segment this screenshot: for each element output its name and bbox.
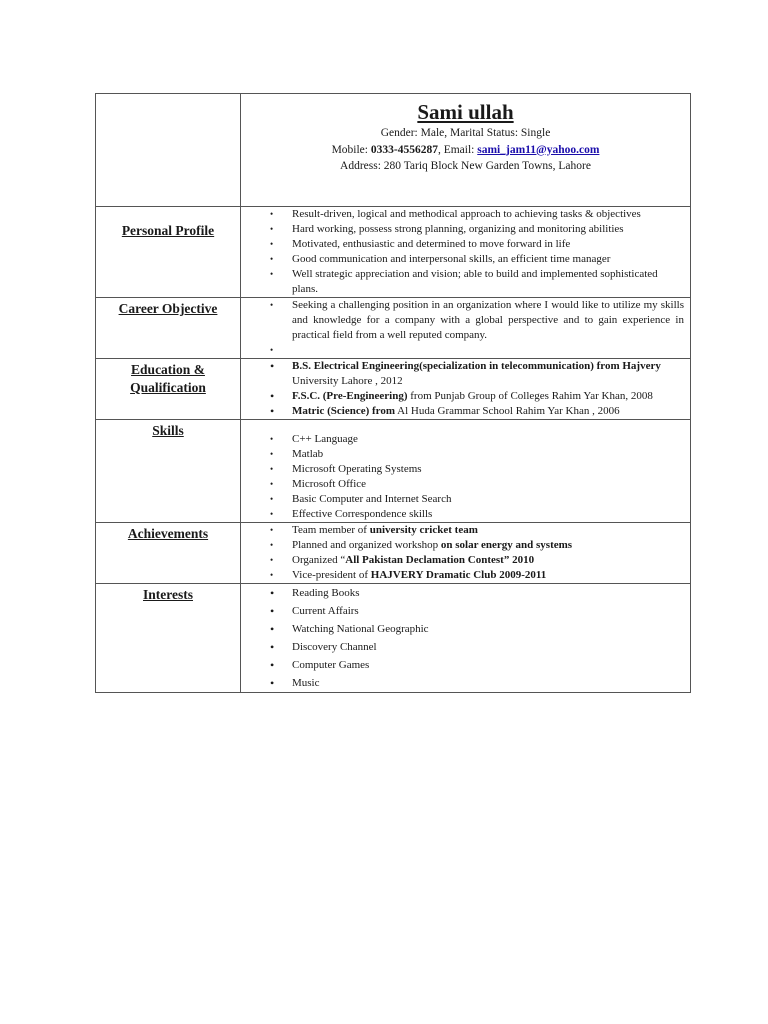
header-row xyxy=(96,94,691,207)
career-objective-content xyxy=(241,298,691,359)
achievement-highlight: on solar energy and systems xyxy=(440,539,573,551)
list-item: • Microsoft Operating Systems xyxy=(241,462,684,477)
header-cell xyxy=(241,94,691,207)
list-item xyxy=(241,538,684,553)
list-item: • Computer Games xyxy=(241,656,684,674)
list-item: • Reading Books xyxy=(241,584,684,602)
mobile-label: Mobile: xyxy=(331,143,371,156)
email-label: , Email: xyxy=(437,143,478,156)
skills-list xyxy=(241,432,690,522)
email-link[interactable]: sami_jam11@yahoo.com xyxy=(477,143,600,156)
education-label-line2: Qualification xyxy=(130,380,206,395)
list-item: • Motivated, enthusiastic and determined to move forward in life xyxy=(241,237,684,252)
list-item: • Result-driven, logical and methodical approach to achieving tasks & objectives xyxy=(241,207,684,222)
personal-profile-label: Personal Profile xyxy=(121,223,215,238)
interests-content xyxy=(241,584,691,693)
skills-content xyxy=(241,420,691,523)
list-item: • Effective Correspondence skills xyxy=(241,507,684,522)
list-item xyxy=(241,523,684,538)
list-item: • Hard working, possess strong planning, organizing and monitoring abilities xyxy=(241,222,684,237)
achievements-label-cell xyxy=(96,523,241,584)
list-item: • Well strategic appreciation and vision; able to build and implemented sophisticated plans. xyxy=(241,267,684,297)
gender-line: Gender: Male, Marital Status: Single xyxy=(380,127,551,139)
career-objective-label-cell xyxy=(96,298,241,359)
mobile-number: 0333-4556287 xyxy=(370,143,438,156)
contact-line xyxy=(241,142,690,159)
list-item: • Basic Computer and Internet Search xyxy=(241,492,684,507)
achievements-content xyxy=(241,523,691,584)
list-item: • C++ Language xyxy=(241,432,684,447)
list-item xyxy=(241,359,684,389)
list-item: • Seeking a challenging position in an organization where I would like to utilize my skills and knowledge for a company with a global perspective and to gain experience in practical field from a well reputed company. xyxy=(241,298,684,343)
education-label-line1: Education & xyxy=(131,362,205,377)
achievements-row xyxy=(96,523,691,584)
achievements-label: Achievements xyxy=(127,526,209,541)
list-item: • Discovery Channel xyxy=(241,638,684,656)
interests-label-cell xyxy=(96,584,241,693)
achievement-text: Organized “ xyxy=(292,554,346,566)
list-item: • Music xyxy=(241,674,684,692)
list-item: • Current Affairs xyxy=(241,602,684,620)
interests-list xyxy=(241,584,690,692)
personal-profile-label-cell xyxy=(96,207,241,298)
empty-list-item xyxy=(241,343,684,358)
skills-label-cell xyxy=(96,420,241,523)
list-item xyxy=(241,553,684,568)
education-label xyxy=(130,361,206,397)
list-item xyxy=(241,404,684,419)
list-item: • Good communication and interpersonal skills, an efficient time manager xyxy=(241,252,684,267)
degree-details: Al Huda Grammar School Rahim Yar Khan , 2006 xyxy=(395,405,620,417)
achievement-text: Planned and organized workshop xyxy=(292,539,441,551)
personal-profile-row xyxy=(96,207,691,298)
achievement-text: Team member of xyxy=(292,524,370,536)
personal-profile-content xyxy=(241,207,691,298)
degree-details: University Lahore , 2012 xyxy=(292,375,403,387)
education-row xyxy=(96,359,691,420)
education-list xyxy=(241,359,690,419)
achievement-highlight: HAJVERY Dramatic Club 2009-2011 xyxy=(370,569,547,581)
resume-table xyxy=(95,93,691,693)
achievement-highlight: university cricket team xyxy=(369,524,478,536)
achievement-highlight: All Pakistan Declamation Contest” 2010 xyxy=(345,554,535,566)
career-objective-list xyxy=(241,298,690,358)
skills-row xyxy=(96,420,691,523)
degree-title: F.S.C. (Pre-Engineering) xyxy=(292,390,408,402)
achievements-list xyxy=(241,523,690,583)
career-objective-row xyxy=(96,298,691,359)
header-blank-cell xyxy=(96,94,241,207)
address-line: Address: 280 Tariq Block New Garden Towns, Lahore xyxy=(340,160,591,172)
list-item: • Watching National Geographic xyxy=(241,620,684,638)
list-item xyxy=(241,568,684,583)
education-content xyxy=(241,359,691,420)
interests-label: Interests xyxy=(143,587,193,602)
interests-row xyxy=(96,584,691,693)
personal-profile-list xyxy=(241,207,690,297)
achievement-text: Vice-president of xyxy=(292,569,371,581)
skills-label: Skills xyxy=(152,423,184,438)
list-item: • Microsoft Office xyxy=(241,477,684,492)
candidate-name: Sami ullah xyxy=(417,100,514,124)
list-item xyxy=(241,389,684,404)
list-item: • Matlab xyxy=(241,447,684,462)
degree-title: Matric (Science) from xyxy=(292,405,396,417)
education-label-cell xyxy=(96,359,241,420)
degree-title: B.S. Electrical Engineering(specialization in telecommunication) from Hajvery xyxy=(292,360,661,372)
career-objective-label: Career Objective xyxy=(118,301,218,316)
degree-details: from Punjab Group of Colleges Rahim Yar Khan, 2008 xyxy=(407,390,653,402)
